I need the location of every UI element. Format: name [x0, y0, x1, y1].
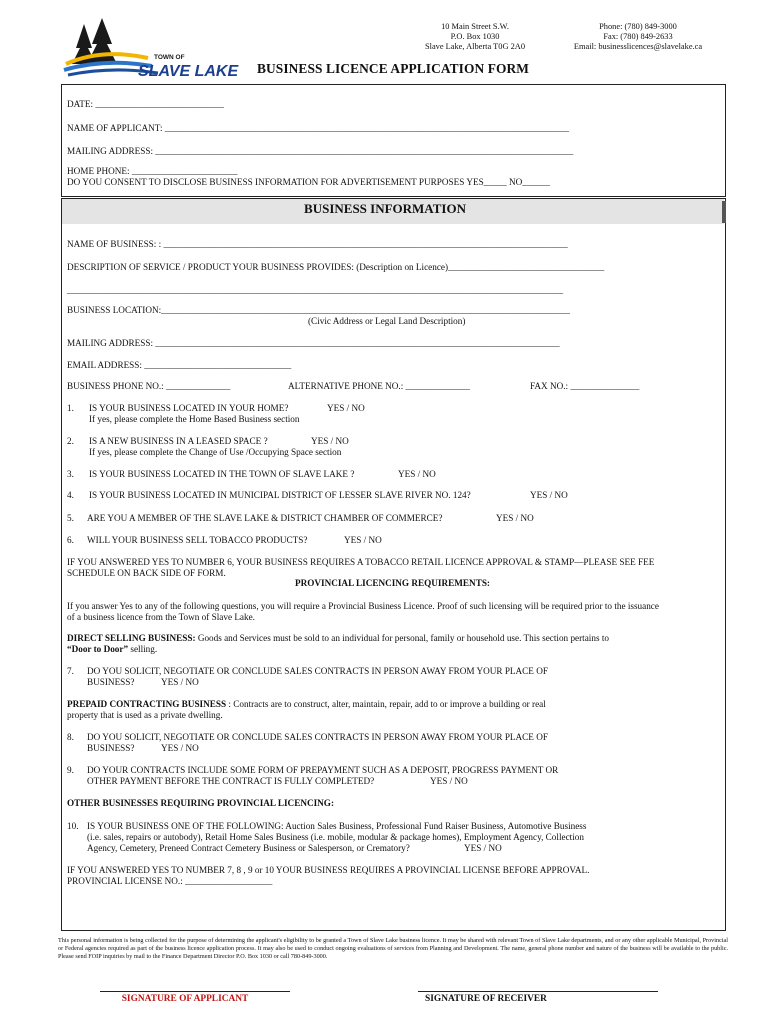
question-2-yes-no[interactable]: YES / NO: [311, 436, 349, 446]
header-address-block: [405, 22, 545, 52]
provincial-final-note: IF YOU ANSWERED YES TO NUMBER 7, 8 , 9 or 10 YOUR BUSINESS REQUIRES A PROVINCIAL LICENSE BEFORE APPROVAL.: [67, 865, 590, 875]
question-8-text-2: BUSINESS?: [87, 743, 135, 753]
header-email: Email: businesslicences@slavelake.ca: [573, 42, 703, 51]
business-mailing-field[interactable]: MAILING ADDRESS: ________________________________________________________________________________________: [67, 338, 560, 348]
direct-selling-label: DIRECT SELLING BUSINESS:: [67, 633, 196, 643]
signature-of-receiver-label: SIGNATURE OF RECEIVER: [425, 994, 547, 1004]
header-address-line: P.O. Box 1030: [450, 32, 500, 41]
town-logo: [62, 18, 258, 80]
question-10-yes-no[interactable]: YES / NO: [464, 843, 502, 853]
direct-selling-text: Goods and Services must be sold to an individual for personal, family or household use. This section pertains to: [195, 633, 609, 643]
question-number: 6.: [67, 535, 74, 545]
alternative-phone-field[interactable]: ALTERNATIVE PHONE NO.: ______________: [288, 381, 470, 391]
question-1-yes-no[interactable]: YES / NO: [327, 403, 365, 413]
question-10-text: IS YOUR BUSINESS ONE OF THE FOLLOWING: Auction Sales Business, Professional Fund Raiser Business, Automotive Business: [87, 821, 587, 831]
location-note: (Civic Address or Legal Land Description): [308, 316, 466, 326]
provincial-intro: If you answer Yes to any of the following questions, you will require a Provincial Business Licence. Proof of such licensing will be required prior to the issuance: [67, 601, 659, 611]
question-10-text-2: (i.e. sales, repairs or autobody), Retail Home Sales Business (i.e. mobile, modular & package homes), Employment Agency, Collection: [87, 832, 584, 842]
privacy-notice: This personal information is being collected for the purpose of determining the applicant's eligibility to be granted a Town of Slave Lake business licence. It may be shared with relevant Town of Slave Lake departments, and or any other applicable Municipal, Provincial or Federal agencies required as part of the business licence application process. It may also be used to conduct ongoing evaluations of services from Planning and Development. The name, general phone number and nature of the business will be available to the public. Please send FOIP inquiries by mail to the Finance Department Director P.O. Box 1030 or call 780-849-3000.: [58, 937, 728, 961]
direct-selling-line-2: [67, 644, 157, 655]
direct-selling-paragraph: [67, 633, 609, 644]
question-number: 2.: [67, 436, 74, 446]
question-9-text-2: OTHER PAYMENT BEFORE THE CONTRACT IS FULLY COMPLETED?: [87, 776, 375, 786]
slave-lake-logo-graphic: [62, 18, 258, 80]
question-7-text: DO YOU SOLICIT, NEGOTIATE OR CONCLUDE SALES CONTRACTS IN PERSON AWAY FROM YOUR PLACE OF: [87, 666, 548, 676]
logo-slave-lake-text: SLAVE LAKE: [138, 63, 239, 80]
applicant-mailing-field[interactable]: MAILING ADDRESS: ___________________________________________________________________________________________: [67, 146, 574, 156]
question-5-yes-no[interactable]: YES / NO: [496, 513, 534, 523]
provincial-intro-2: of a business licence from the Town of Slave Lake.: [67, 612, 255, 622]
door-to-door-text: “Door to Door”: [67, 644, 129, 654]
header-phone: Phone: (780) 849-3000: [599, 22, 677, 31]
question-number: 7.: [67, 666, 74, 676]
prepaid-contracting-line-2: property that is used as a private dwelling.: [67, 710, 223, 720]
header-fax: Fax: (780) 849-2633: [603, 32, 673, 41]
question-5-text: ARE YOU A MEMBER OF THE SLAVE LAKE & DISTRICT CHAMBER OF COMMERCE?: [87, 513, 443, 523]
business-email-field[interactable]: EMAIL ADDRESS: ________________________________: [67, 360, 292, 370]
question-2-text: IS A NEW BUSINESS IN A LEASED SPACE ?: [89, 436, 268, 446]
question-4-text: IS YOUR BUSINESS LOCATED IN MUNICIPAL DISTRICT OF LESSER SLAVE RIVER NO. 124?: [89, 490, 471, 500]
direct-selling-tail: selling.: [128, 644, 158, 654]
question-8-yes-no[interactable]: YES / NO: [161, 743, 199, 753]
question-number: 8.: [67, 732, 74, 742]
receiver-signature-line[interactable]: [418, 991, 658, 992]
applicant-name-field[interactable]: NAME OF APPLICANT: ________________________________________________________________________________________: [67, 123, 570, 133]
question-number: 3.: [67, 469, 74, 479]
business-description-field[interactable]: DESCRIPTION OF SERVICE / PRODUCT YOUR BUSINESS PROVIDES: (Description on Licence)__________________________________: [67, 262, 605, 272]
question-3-yes-no[interactable]: YES / NO: [398, 469, 436, 479]
form-title: BUSINESS LICENCE APPLICATION FORM: [257, 61, 530, 76]
question-number: 1.: [67, 403, 74, 413]
provincial-license-number-field[interactable]: PROVINCIAL LICENSE NO.: ___________________: [67, 876, 273, 886]
business-phone-field[interactable]: BUSINESS PHONE NO.: ______________: [67, 381, 231, 391]
question-number: 4.: [67, 490, 74, 500]
home-phone-field[interactable]: HOME PHONE: _______________________: [67, 166, 238, 176]
section-title-business-information: BUSINESS INFORMATION: [304, 201, 466, 216]
tobacco-note-2: SCHEDULE ON BACK SIDE OF FORM.: [67, 568, 226, 578]
question-1-text: IS YOUR BUSINESS LOCATED IN YOUR HOME?: [89, 403, 289, 413]
question-3-text: IS YOUR BUSINESS LOCATED IN THE TOWN OF SLAVE LAKE ?: [89, 469, 355, 479]
question-10-text-3: Agency, Cemetery, Preneed Contract Cemetery Business or Salesperson, or Crematory?: [87, 843, 410, 853]
signature-of-applicant-label: SIGNATURE OF APPLICANT: [121, 994, 249, 1004]
question-number: 9.: [67, 765, 74, 775]
date-field[interactable]: DATE: ____________________________: [67, 99, 224, 109]
header-address-line: Slave Lake, Alberta T0G 2A0: [424, 42, 526, 51]
business-name-field[interactable]: NAME OF BUSINESS: : ________________________________________________________________________________________: [67, 239, 568, 249]
question-6-text: WILL YOUR BUSINESS SELL TOBACCO PRODUCTS?: [87, 535, 308, 545]
consent-field[interactable]: DO YOU CONSENT TO DISCLOSE BUSINESS INFORMATION FOR ADVERTISEMENT PURPOSES YES_____ NO______: [67, 177, 550, 187]
question-9-yes-no[interactable]: YES / NO: [430, 776, 468, 786]
prepaid-contracting-paragraph: [67, 699, 546, 710]
fax-field[interactable]: FAX NO.: _______________: [530, 381, 640, 391]
question-4-yes-no[interactable]: YES / NO: [530, 490, 568, 500]
question-9-text: DO YOUR CONTRACTS INCLUDE SOME FORM OF PREPAYMENT SUCH AS A DEPOSIT, PROGRESS PAYMENT OR: [87, 765, 559, 775]
question-7-yes-no[interactable]: YES / NO: [161, 677, 199, 687]
question-number: 5.: [67, 513, 74, 523]
tobacco-note: IF YOU ANSWERED YES TO NUMBER 6, YOUR BUSINESS REQUIRES A TOBACCO RETAIL LICENCE APPROVAL & STAMP—PLEASE SEE FEE: [67, 557, 655, 567]
other-businesses-heading: OTHER BUSINESSES REQUIRING PROVINCIAL LICENCING:: [67, 798, 335, 808]
applicant-signature-line[interactable]: [100, 991, 290, 992]
header-contact-block: [556, 22, 720, 52]
prepaid-contracting-label: PREPAID CONTRACTING BUSINESS: [67, 699, 227, 709]
question-8-text: DO YOU SOLICIT, NEGOTIATE OR CONCLUDE SALES CONTRACTS IN PERSON AWAY FROM YOUR PLACE OF: [87, 732, 548, 742]
prepaid-contracting-text: : Contracts are to construct, alter, maintain, repair, add to or improve a building or real: [226, 699, 546, 709]
question-number: 10.: [67, 821, 79, 831]
business-location-field[interactable]: BUSINESS LOCATION:_________________________________________________________________________________________: [67, 305, 571, 315]
question-6-yes-no[interactable]: YES / NO: [344, 535, 382, 545]
header-address-line: 10 Main Street S.W.: [441, 22, 509, 31]
provincial-heading: PROVINCIAL LICENCING REQUIREMENTS:: [294, 578, 490, 588]
question-2-note: If yes, please complete the Change of Use /Occupying Space section: [89, 447, 342, 457]
question-7-text-2: BUSINESS?: [87, 677, 135, 687]
business-description-line-2[interactable]: ____________________________________________________________________________________________________________: [67, 285, 564, 295]
logo-town-of-text: TOWN OF: [154, 54, 185, 61]
question-1-note: If yes, please complete the Home Based Business section: [89, 414, 300, 424]
